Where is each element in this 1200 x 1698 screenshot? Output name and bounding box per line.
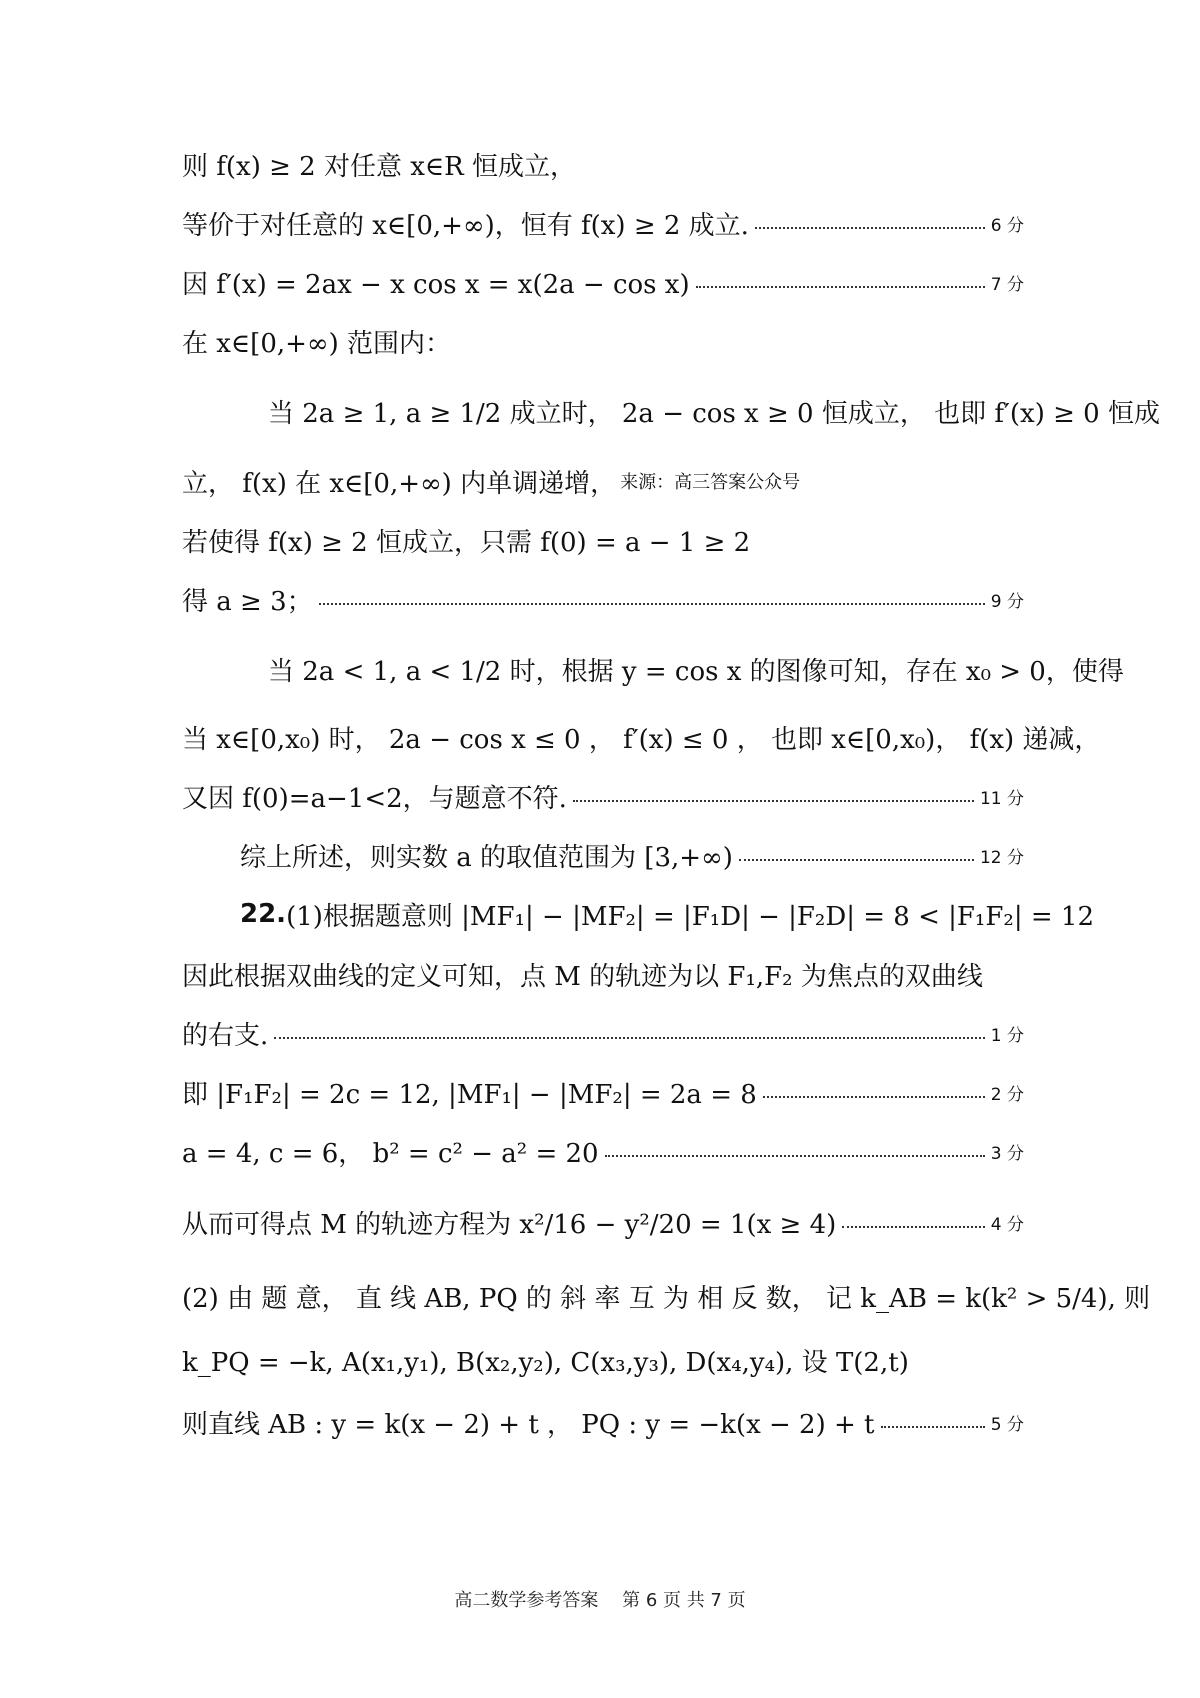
page-footer: 高二数学参考答案 第 6 页 共 7 页 (454, 1590, 746, 1611)
text-line: 22. (1)根据题意则 |MF₁| − |MF₂| = |F₁D| − |F₂D| = 8 < |F₁F₂| = 12 (240, 899, 1094, 932)
text-line: 从而可得点 M 的轨迹方程为 x²/16 − y²/20 = 1(x ≥ 4) 4 分 (182, 1209, 1024, 1240)
score-label: 11 分 (979, 788, 1024, 809)
text-line: 综上所述，则实数 a 的取值范围为 [3,+∞) 12 分 (240, 842, 1024, 873)
dot-leader (755, 227, 985, 229)
text-line: 在 x∈[0,+∞) 范围内： (182, 328, 451, 359)
dot-leader (605, 1155, 985, 1157)
source-note: 来源：高三答案公众号 (620, 472, 801, 493)
text-line: 当 2a ≥ 1, a ≥ 1/2 成立时， 2a − cos x ≥ 0 恒成立， 也即 f′(x) ≥ 0 恒成 (268, 398, 1160, 429)
score-label: 3 分 (990, 1143, 1024, 1164)
dot-leader (842, 1226, 984, 1228)
score-label: 7 分 (990, 274, 1024, 295)
question-number: 22. (240, 899, 287, 929)
text-line: a = 4, c = 6， b² = c² − a² = 20 3 分 (182, 1138, 1024, 1169)
score-label: 9 分 (990, 591, 1024, 612)
dot-leader (881, 1426, 985, 1428)
dot-leader (319, 603, 985, 605)
text-line: 立， f(x) 在 x∈[0,+∞) 内单调递增， 来源：高三答案公众号 (182, 468, 801, 499)
dot-leader (739, 859, 974, 861)
score-label: 5 分 (990, 1414, 1024, 1435)
text-line: 若使得 f(x) ≥ 2 恒成立，只需 f(0) = a − 1 ≥ 2 (182, 527, 751, 558)
dot-leader (763, 1096, 985, 1098)
score-label: 2 分 (990, 1084, 1024, 1105)
text-line: 等价于对任意的 x∈[0,+∞)，恒有 f(x) ≥ 2 成立. 6 分 (182, 210, 1024, 241)
text-line: 因 f′(x) = 2ax − x cos x = x(2a − cos x) 7 分 (182, 269, 1024, 300)
score-label: 12 分 (979, 847, 1024, 868)
text-line: 则直线 AB : y = k(x − 2) + t ， PQ : y = −k(x − 2) + t 5 分 (182, 1409, 1024, 1440)
score-label: 6 分 (990, 215, 1024, 236)
text-line: 则 f(x) ≥ 2 对任意 x∈R 恒成立， (182, 151, 576, 182)
text-line: k_PQ = −k, A(x₁,y₁), B(x₂,y₂), C(x₃,y₃), D(x₄,y₄), 设 T(2,t) (182, 1347, 909, 1378)
text-line: 当 2a < 1, a < 1/2 时，根据 y = cos x 的图像可知，存在 x₀ > 0，使得 (268, 656, 1124, 687)
dot-leader (573, 800, 974, 802)
text-line: 的右支. 1 分 (182, 1020, 1024, 1051)
dot-leader (274, 1037, 985, 1039)
text-line: 得 a ≥ 3； 9 分 (182, 586, 1024, 617)
dot-leader (696, 286, 985, 288)
text-line: 又因 f(0)=a−1<2，与题意不符. 11 分 (182, 783, 1024, 814)
text-line: 即 |F₁F₂| = 2c = 12, |MF₁| − |MF₂| = 2a = 8 2 分 (182, 1079, 1024, 1110)
text-line: (2) 由 题 意， 直 线 AB, PQ 的 斜 率 互 为 相 反 数， 记 k_AB = k(k² > 5/4), 则 (182, 1283, 1151, 1314)
score-label: 1 分 (990, 1025, 1024, 1046)
text-line: 当 x∈[0,x₀) 时， 2a − cos x ≤ 0 ， f′(x) ≤ 0 ， 也即 x∈[0,x₀)， f(x) 递减， (182, 724, 1101, 755)
score-label: 4 分 (990, 1214, 1024, 1235)
text-line: 因此根据双曲线的定义可知，点 M 的轨迹为以 F₁,F₂ 为焦点的双曲线 (182, 961, 983, 992)
